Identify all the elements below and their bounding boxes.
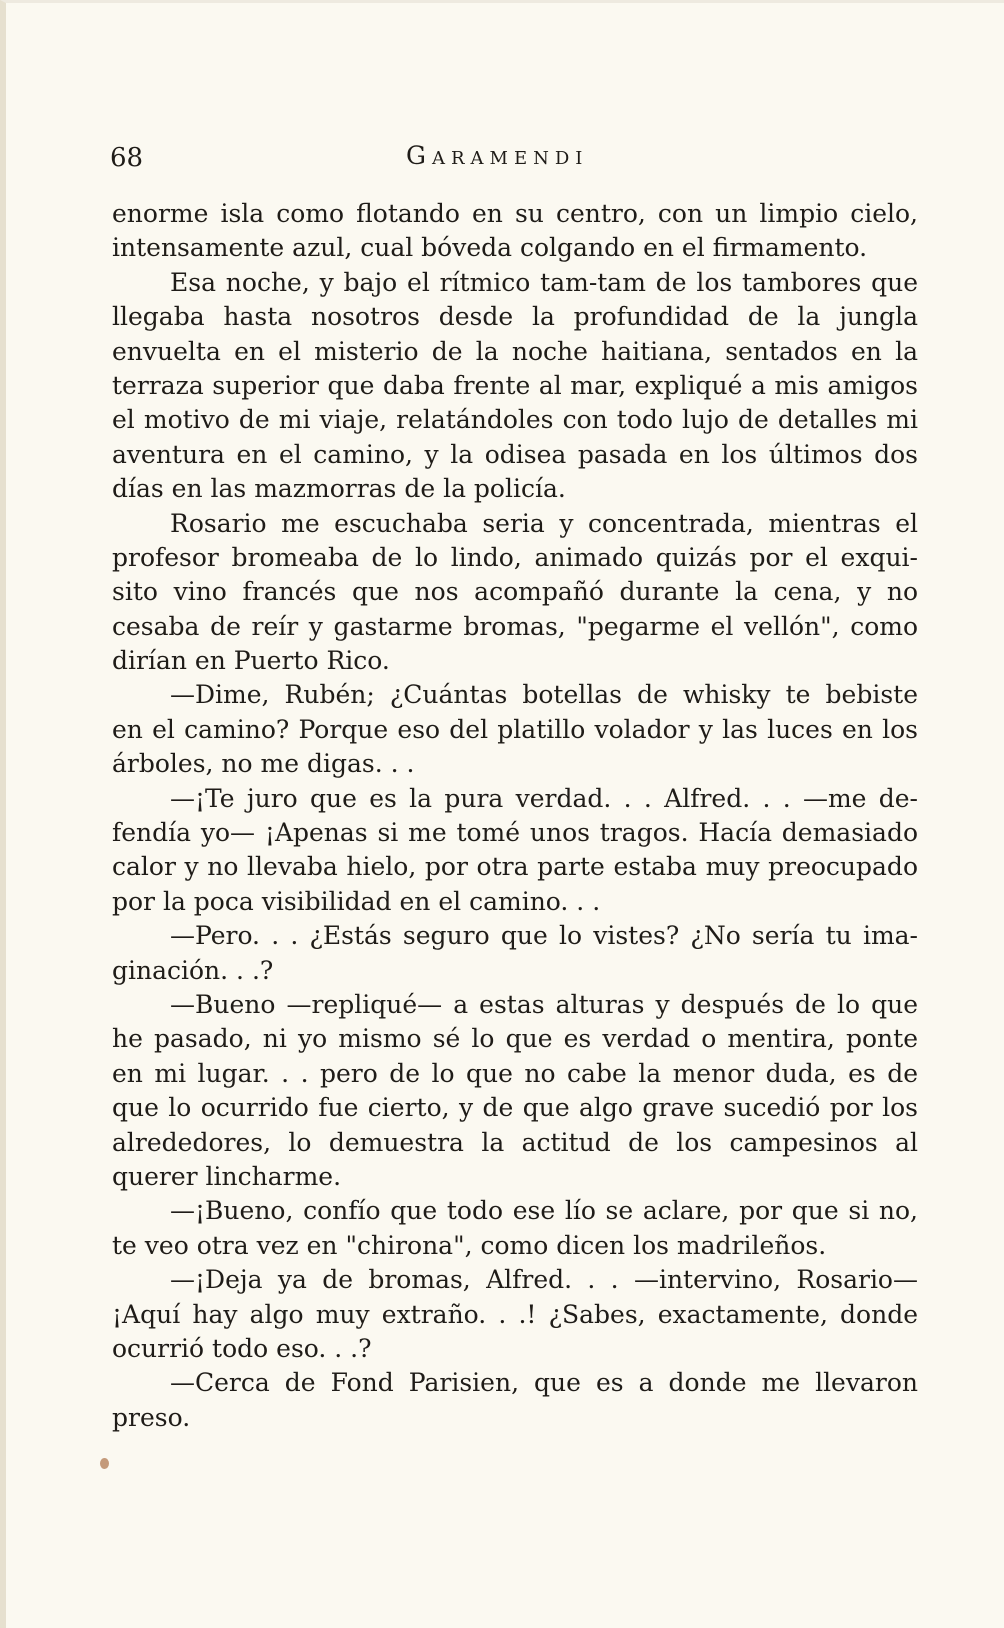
text-line: —¡Bueno, confío que todo ese lío se aclare, por que si no, [170, 1196, 918, 1226]
text-line: el motivo de mi viaje, relatándoles con todo lujo de detalles mi [112, 405, 918, 435]
text-line: —¡Deja ya de bromas, Alfred. . . —intervino, Rosario— [170, 1265, 918, 1295]
text-line: envuelta en el misterio de la noche haitiana, sentados en la [112, 336, 918, 366]
text-line: enorme isla como flotando en su centro, con un limpio cielo, [112, 199, 918, 228]
text-line: que lo ocurrido fue cierto, y de que algo grave sucedió por los [112, 1093, 918, 1123]
text-line: te veo otra vez en "chirona", como dicen los madrileños. [112, 1230, 827, 1260]
text-line: Esa noche, y bajo el rítmico tam-tam de los tambores que [170, 267, 918, 297]
text-line: ocurrió todo eso. . .? [112, 1333, 372, 1363]
text-line: fendía yo— ¡Apenas si me tomé unos tragos. Hacía demasiado [112, 818, 918, 848]
text-line: alrededores, lo demuestra la actitud de los campesinos al [112, 1127, 918, 1157]
page-header [110, 139, 910, 179]
text-line: ¡Aquí hay algo muy extraño. . .! ¿Sabes, exactamente, donde [112, 1299, 918, 1329]
text-line: profesor bromeaba de lo lindo, animado quizás por el exqui- [112, 542, 918, 572]
text-line: días en las mazmorras de la policía. [112, 474, 566, 504]
text-line: en mi lugar. . . pero de lo que no cabe la menor duda, es de [112, 1058, 918, 1088]
text-line: —Bueno —repliqué— a estas alturas y después de lo que [170, 989, 918, 1019]
ink-spot [100, 1458, 109, 1469]
text-line: aventura en el camino, y la odisea pasada en los últimos dos [112, 439, 918, 469]
text-line: —Pero. . . ¿Estás seguro que lo vistes? ¿No sería tu ima- [170, 921, 918, 951]
running-head: Garamendi [406, 141, 589, 170]
text-line: —Dime, Rubén; ¿Cuántas botellas de whisky te bebiste [170, 680, 918, 710]
text-line: querer lincharme. [112, 1161, 342, 1191]
text-line: —¡Te juro que es la pura verdad. . . Alfred. . . —me de- [170, 783, 918, 813]
text-line: terraza superior que daba frente al mar, expliqué a mis amigos [112, 370, 918, 400]
text-line: dirían en Puerto Rico. [112, 646, 390, 676]
text-line: cesaba de reír y gastarme bromas, "pegarme el vellón", como [112, 611, 918, 641]
text-line: sito vino francés que nos acompañó durante la cena, y no [112, 577, 918, 607]
text-line: en el camino? Porque eso del platillo volador y las luces en los [112, 714, 918, 744]
text-line: árboles, no me digas. . . [112, 749, 415, 779]
text-line: Rosario me escuchaba seria y concentrada, mientras el [170, 508, 918, 538]
page-number: 68 [110, 143, 144, 173]
text-line: —Cerca de Fond Parisien, que es a donde me llevaron [170, 1368, 918, 1398]
body-text [112, 197, 918, 1435]
text-line: he pasado, ni yo mismo sé lo que es verdad o mentira, ponte [112, 1024, 918, 1054]
text-line: intensamente azul, cual bóveda colgando en el firmamento. [112, 233, 868, 263]
text-line: por la poca visibilidad en el camino. . . [112, 886, 601, 916]
text-line: preso. [112, 1402, 191, 1432]
text-line: ginación. . .? [112, 955, 274, 985]
text-line: llegaba hasta nosotros desde la profundidad de la jungla [112, 302, 918, 332]
text-line: calor y no llevaba hielo, por otra parte estaba muy preocupado [112, 852, 918, 882]
